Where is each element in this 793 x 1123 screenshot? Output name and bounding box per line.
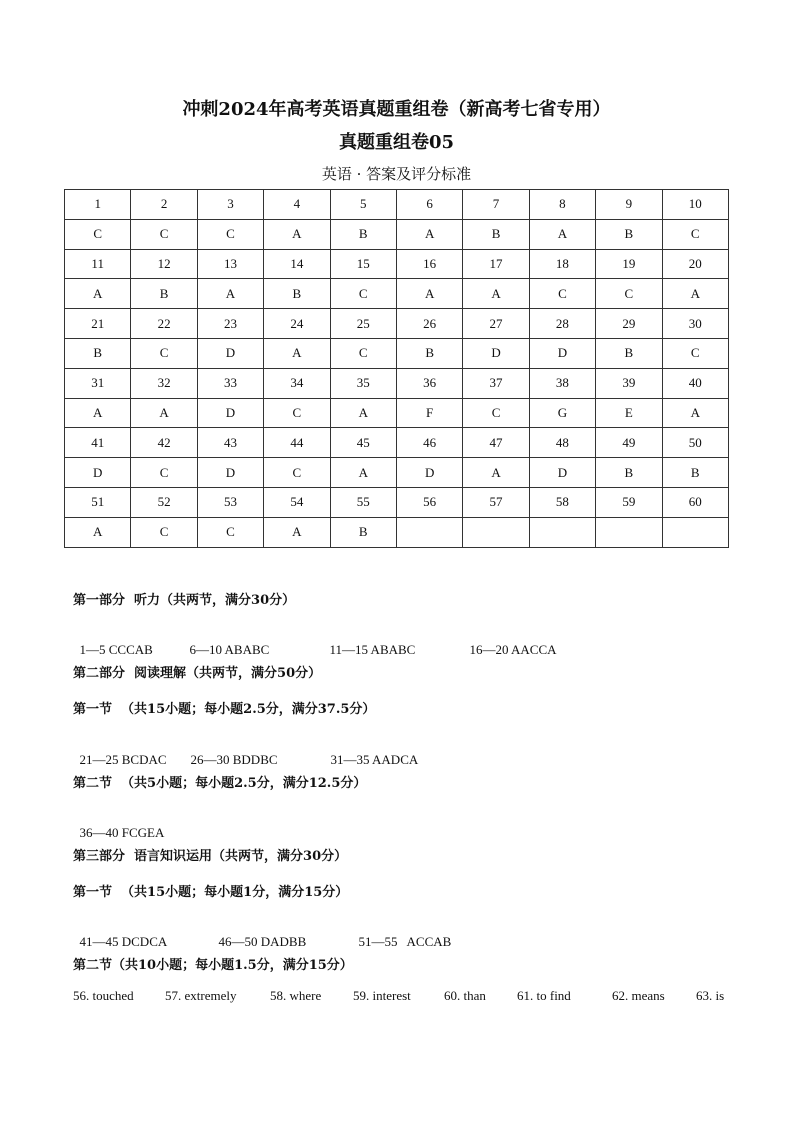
answer-cell: C [330, 338, 396, 368]
part3-section1-answers [73, 918, 451, 950]
answer-cell: E [596, 398, 662, 428]
question-number-cell: 24 [264, 309, 330, 339]
question-number-cell: 31 [65, 368, 131, 398]
answer-cell: B [596, 219, 662, 249]
question-number-cell: 8 [529, 190, 595, 220]
answer-cell: A [264, 338, 330, 368]
answer-cell: B [330, 219, 396, 249]
answer-row [65, 279, 729, 309]
answer-cell: C [131, 338, 197, 368]
answer-cell [396, 517, 462, 547]
question-number-cell: 34 [264, 368, 330, 398]
question-number-cell: 53 [197, 487, 263, 517]
answer-cell: A [396, 279, 462, 309]
answer-cell: B [65, 338, 131, 368]
answer-group: 6—10 ABABC [189, 642, 270, 657]
answer-cell: A [197, 279, 263, 309]
answer-cell: B [264, 279, 330, 309]
answer-cell: C [131, 517, 197, 547]
answer-cell: B [396, 338, 462, 368]
answer-cell: B [330, 517, 396, 547]
answer-cell: D [463, 338, 529, 368]
document-title: 冲刺2024年高考英语真题重组卷（新高考七省专用） [182, 99, 611, 120]
question-number-cell: 28 [529, 309, 595, 339]
question-number-cell: 37 [463, 368, 529, 398]
part2-heading: 第二部分 阅读理解（共两节，满分50分） [73, 666, 322, 681]
answer-row [65, 398, 729, 428]
answer-cell [529, 517, 595, 547]
answer-cell [463, 517, 529, 547]
question-number-cell: 11 [65, 249, 131, 279]
part3-heading: 第三部分 语言知识运用（共两节，满分30分） [73, 849, 348, 864]
document-caption: 英语 · 答案及评分标准 [321, 165, 472, 183]
answer-group: 16—20 AACCA [469, 642, 557, 657]
answer-cell: D [197, 338, 263, 368]
question-number-row [65, 309, 729, 339]
answer-cell: A [264, 219, 330, 249]
question-number-cell: 30 [662, 309, 728, 339]
question-number-cell: 1 [65, 190, 131, 220]
question-number-cell: 57 [463, 487, 529, 517]
answer-cell: C [197, 219, 263, 249]
part1-answers [73, 626, 557, 658]
answer-cell: C [131, 458, 197, 488]
question-number-cell: 60 [662, 487, 728, 517]
answer-cell: A [529, 219, 595, 249]
answer-cell: D [396, 458, 462, 488]
answer-cell: A [463, 458, 529, 488]
part2-section1-heading: 第一节 （共15小题；每小题2.5分，满分37.5分） [73, 702, 376, 717]
question-number-row [65, 249, 729, 279]
answer-group: 51—55 ACCAB [358, 934, 452, 949]
answer-cell: G [529, 398, 595, 428]
question-number-cell: 32 [131, 368, 197, 398]
fill-answer: 56. touched [73, 988, 134, 1003]
answer-group: 1—5 CCCAB [79, 642, 153, 657]
fill-answer: 61. to find [517, 988, 571, 1003]
part2-section2-answers [73, 809, 164, 841]
question-number-cell: 4 [264, 190, 330, 220]
answer-cell: F [396, 398, 462, 428]
answer-cell: C [662, 219, 728, 249]
answer-row [65, 219, 729, 249]
answer-cell: A [396, 219, 462, 249]
part2-section1-answers [73, 736, 418, 768]
question-number-cell: 48 [529, 428, 595, 458]
answer-cell: D [529, 458, 595, 488]
question-number-cell: 35 [330, 368, 396, 398]
part2-section2-heading: 第二节 （共5小题；每小题2.5分，满分12.5分） [73, 776, 367, 791]
document-subtitle: 真题重组卷05 [338, 132, 455, 153]
question-number-cell: 59 [596, 487, 662, 517]
answer-cell: B [662, 458, 728, 488]
question-number-cell: 44 [264, 428, 330, 458]
answer-cell: A [264, 517, 330, 547]
fill-answer: 59. interest [353, 988, 411, 1003]
question-number-cell: 36 [396, 368, 462, 398]
question-number-cell: 10 [662, 190, 728, 220]
part3-section2-heading: 第二节（共10小题；每小题1.5分，满分15分） [73, 958, 353, 973]
answer-cell: A [330, 458, 396, 488]
answer-cell: B [463, 219, 529, 249]
fill-answer: 57. extremely [165, 988, 237, 1003]
question-number-cell: 43 [197, 428, 263, 458]
question-number-cell: 18 [529, 249, 595, 279]
question-number-cell: 47 [463, 428, 529, 458]
question-number-cell: 12 [131, 249, 197, 279]
question-number-cell: 29 [596, 309, 662, 339]
question-number-cell: 40 [662, 368, 728, 398]
question-number-cell: 55 [330, 487, 396, 517]
question-number-cell: 21 [65, 309, 131, 339]
question-number-cell: 23 [197, 309, 263, 339]
answer-cell: A [65, 398, 131, 428]
question-number-cell: 54 [264, 487, 330, 517]
answer-cell: A [131, 398, 197, 428]
answer-cell: A [330, 398, 396, 428]
question-number-cell: 45 [330, 428, 396, 458]
part1-heading: 第一部分 听力（共两节，满分30分） [73, 593, 296, 608]
answer-cell: A [463, 279, 529, 309]
question-number-cell: 20 [662, 249, 728, 279]
answer-row [65, 517, 729, 547]
question-number-cell: 58 [529, 487, 595, 517]
fill-answer: 60. than [444, 988, 486, 1003]
answer-cell: A [662, 398, 728, 428]
answer-group: 46—50 DADBB [218, 934, 307, 949]
question-number-cell: 14 [264, 249, 330, 279]
question-number-cell: 38 [529, 368, 595, 398]
question-number-cell: 9 [596, 190, 662, 220]
answer-group: 11—15 ABABC [329, 642, 416, 657]
question-number-cell: 5 [330, 190, 396, 220]
question-number-cell: 39 [596, 368, 662, 398]
fill-answer: 62. means [612, 988, 665, 1003]
answer-cell: C [65, 219, 131, 249]
answer-cell: B [596, 458, 662, 488]
answer-group: 36—40 FCGEA [79, 825, 165, 840]
question-number-cell: 56 [396, 487, 462, 517]
answer-cell: C [529, 279, 595, 309]
fill-answer: 58. where [270, 988, 322, 1003]
answer-row [65, 338, 729, 368]
question-number-cell: 52 [131, 487, 197, 517]
answer-cell: C [264, 458, 330, 488]
answer-group: 26—30 BDDBC [190, 752, 278, 767]
question-number-cell: 51 [65, 487, 131, 517]
question-number-cell: 26 [396, 309, 462, 339]
question-number-cell: 15 [330, 249, 396, 279]
answer-cell: D [197, 398, 263, 428]
question-number-cell: 2 [131, 190, 197, 220]
question-number-cell: 13 [197, 249, 263, 279]
answer-group: 31—35 AADCA [330, 752, 419, 767]
answer-cell: B [596, 338, 662, 368]
question-number-cell: 3 [197, 190, 263, 220]
question-number-row [65, 487, 729, 517]
question-number-row [65, 190, 729, 220]
question-number-row [65, 428, 729, 458]
answer-cell: D [65, 458, 131, 488]
answer-cell: A [65, 517, 131, 547]
answer-cell: C [264, 398, 330, 428]
question-number-cell: 16 [396, 249, 462, 279]
answer-group: 21—25 BCDAC [79, 752, 167, 767]
answer-group: 41—45 DCDCA [79, 934, 168, 949]
question-number-cell: 33 [197, 368, 263, 398]
answer-cell: A [662, 279, 728, 309]
question-number-cell: 17 [463, 249, 529, 279]
question-number-cell: 46 [396, 428, 462, 458]
answer-cell [596, 517, 662, 547]
answer-table [64, 189, 729, 548]
question-number-cell: 50 [662, 428, 728, 458]
question-number-row [65, 368, 729, 398]
part3-section1-heading: 第一节 （共15小题；每小题1分，满分15分） [73, 885, 349, 900]
question-number-cell: 41 [65, 428, 131, 458]
question-number-cell: 49 [596, 428, 662, 458]
question-number-cell: 7 [463, 190, 529, 220]
answer-cell: D [197, 458, 263, 488]
fill-answer: 63. is [696, 988, 725, 1003]
question-number-cell: 27 [463, 309, 529, 339]
answer-cell: C [131, 219, 197, 249]
answer-cell: C [596, 279, 662, 309]
question-number-cell: 6 [396, 190, 462, 220]
question-number-cell: 42 [131, 428, 197, 458]
answer-cell: C [662, 338, 728, 368]
question-number-cell: 19 [596, 249, 662, 279]
answer-cell: C [463, 398, 529, 428]
answer-cell [662, 517, 728, 547]
question-number-cell: 25 [330, 309, 396, 339]
answer-cell: C [330, 279, 396, 309]
question-number-cell: 22 [131, 309, 197, 339]
answer-cell: C [197, 517, 263, 547]
answer-row [65, 458, 729, 488]
answer-cell: D [529, 338, 595, 368]
answer-cell: A [65, 279, 131, 309]
answer-cell: B [131, 279, 197, 309]
